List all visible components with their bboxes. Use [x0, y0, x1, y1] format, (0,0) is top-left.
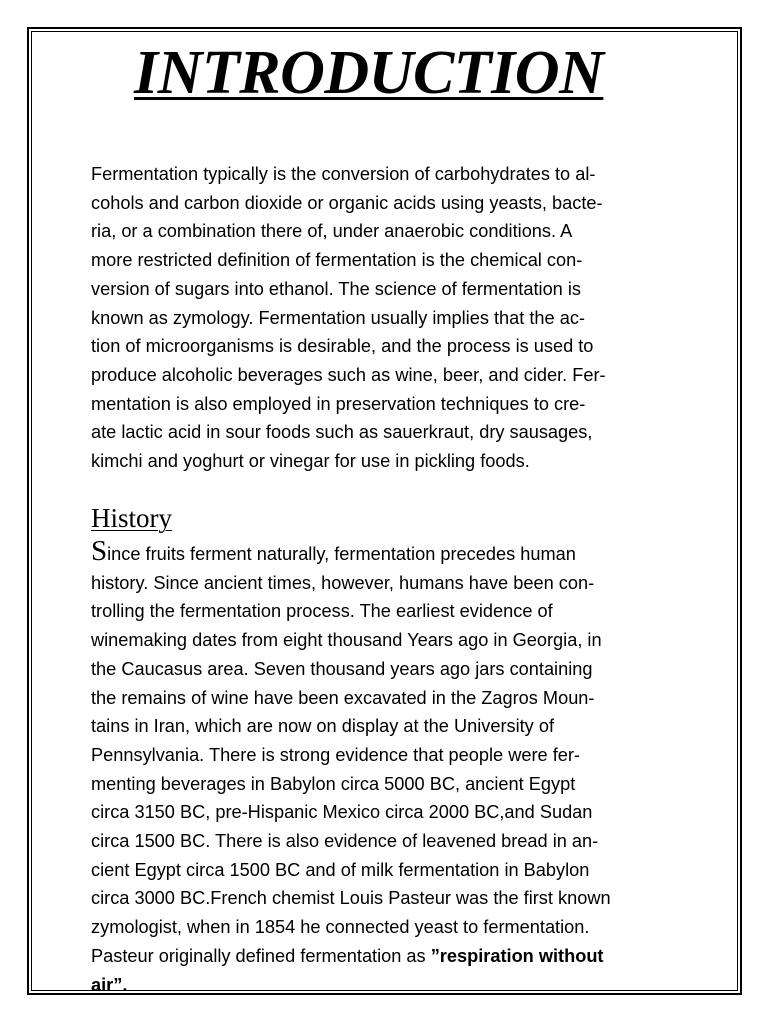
history-heading: History — [91, 503, 172, 533]
history-line: Pennsylvania. There is strong evidence that people were fer- — [91, 744, 580, 765]
history-line: trolling the fermentation process. The earliest evidence of — [91, 601, 553, 622]
history-last-line — [91, 942, 691, 971]
history-line: tains in Iran, which are now on display at the University of — [91, 716, 554, 737]
intro-line: ria, or a combination there of, under anaerobic conditions. A — [91, 221, 573, 242]
intro-line: tion of microorganisms is desirable, and the process is used to — [91, 336, 594, 357]
intro-line: mentation is also employed in preservation techniques to cre- — [91, 393, 586, 414]
history-first-line — [91, 535, 691, 569]
history-line: menting beverages in Babylon circa 5000 BC, ancient Egypt — [91, 773, 576, 794]
page-title: INTRODUCTION — [134, 39, 604, 107]
history-paragraph — [91, 535, 691, 993]
intro-line: more restricted definition of fermentation is the chemical con- — [91, 250, 583, 271]
history-line: ince fruits ferment naturally, fermentation precedes human — [107, 544, 576, 564]
history-line: zymologist, when in 1854 he connected yeast to fermentation. — [91, 917, 590, 938]
intro-line: kimchi and yoghurt or vinegar for use in pickling foods. — [91, 451, 530, 472]
history-line: the Caucasus area. Seven thousand years ago jars containing — [91, 658, 593, 679]
drop-cap: S — [91, 535, 108, 567]
bold-quote-overflow: air”. — [91, 974, 128, 993]
intro-paragraph — [91, 160, 691, 476]
intro-line: produce alcoholic beverages such as wine, beer, and cider. Fer- — [91, 364, 606, 385]
history-line: history. Since ancient times, however, humans have been con- — [91, 572, 595, 593]
intro-line: cohols and carbon dioxide or organic acids using yeasts, bacte- — [91, 192, 603, 213]
intro-line: version of sugars into ethanol. The science of fermentation is — [91, 278, 581, 299]
intro-line: Fermentation typically is the conversion of carbohydrates to al- — [91, 164, 596, 184]
intro-line: ate lactic acid in sour foods such as sauerkraut, dry sausages, — [91, 422, 593, 443]
history-line: winemaking dates from eight thousand Years ago in Georgia, in — [91, 630, 602, 651]
history-line: cient Egypt circa 1500 BC and of milk fermentation in Babylon — [91, 859, 590, 880]
history-line: circa 3150 BC, pre-Hispanic Mexico circa 2000 BC,and Sudan — [91, 802, 593, 823]
history-line: Pasteur originally defined fermentation as — [91, 945, 431, 966]
intro-line: known as zymology. Fermentation usually implies that the ac- — [91, 307, 585, 328]
history-line: the remains of wine have been excavated in the Zagros Moun- — [91, 687, 595, 708]
history-line: circa 1500 BC. There is also evidence of leavened bread in an- — [91, 831, 599, 852]
bold-quote: ”respiration without — [430, 945, 604, 966]
history-line: circa 3000 BC.French chemist Louis Pasteur was the first known — [91, 888, 611, 909]
